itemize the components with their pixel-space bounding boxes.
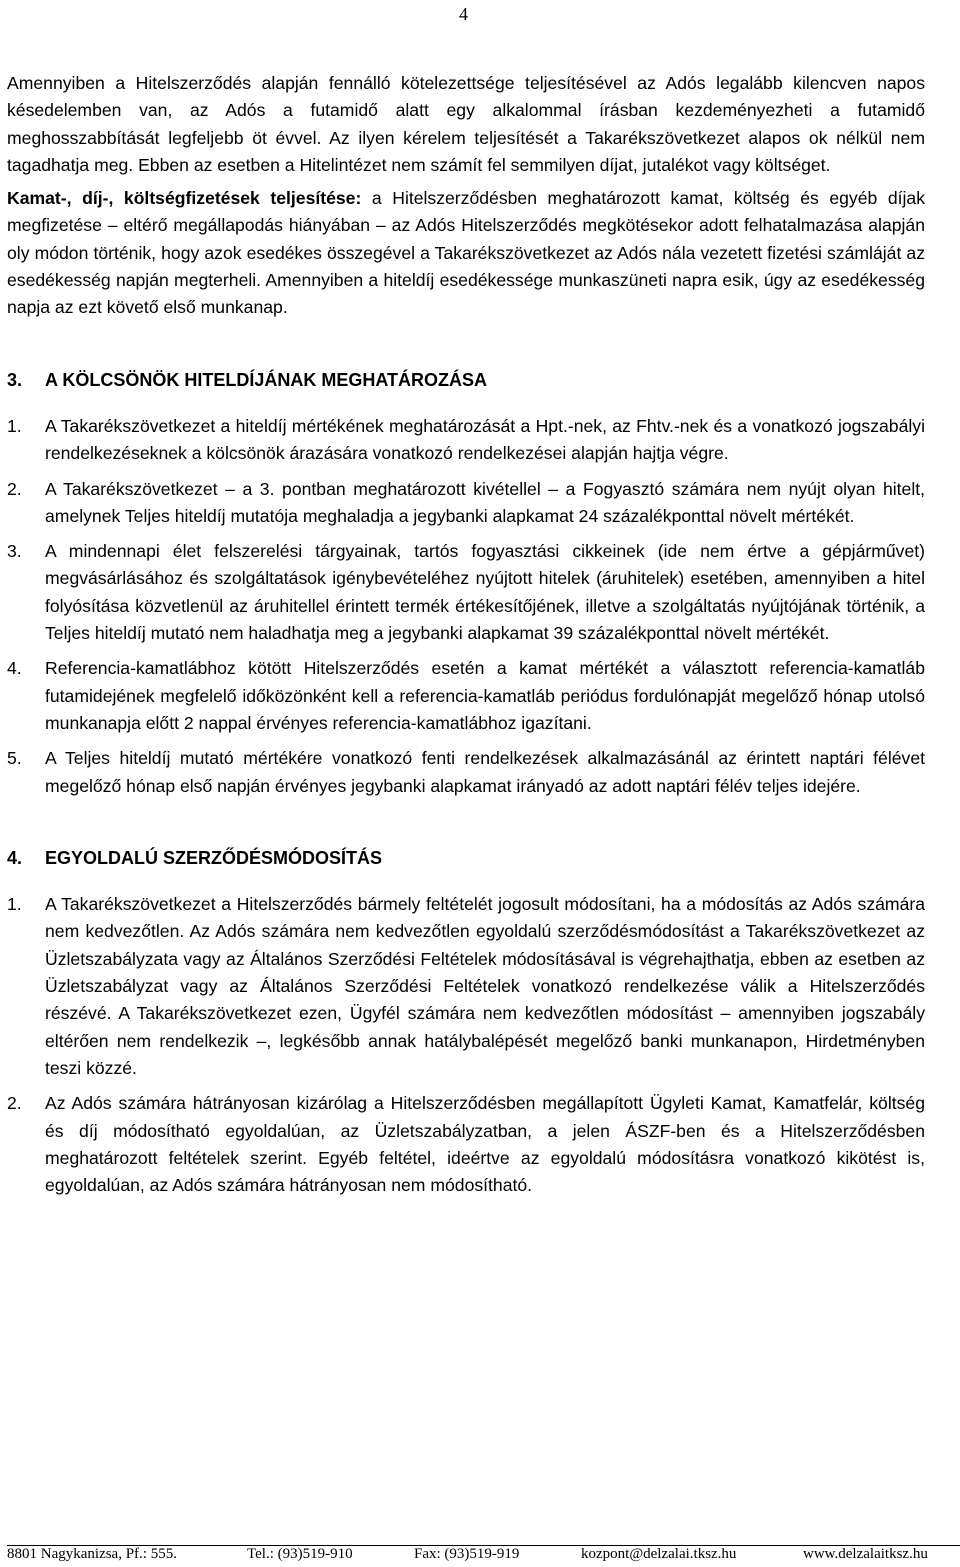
section-3-heading	[7, 367, 925, 394]
document-body	[7, 70, 925, 1199]
list-item	[7, 413, 925, 468]
list-item	[7, 538, 925, 647]
item-number: 3.	[7, 541, 22, 562]
item-number: 5.	[7, 748, 22, 769]
list-item	[7, 655, 925, 737]
item-text: A Takarékszövetkezet a Hitelszerződés bármely feltételét jogosult módosítani, ha a módosítás az Adós számára nem kedvezőtlen. Az Adós számára nem kedvezőtlen egyoldalú szerződésmódosítást a Takarékszövetkezet az Üzletszabályzata vagy az Általános Szerződési Feltételek módosításával is végrehajthatja, ebben az esetben az Üzletszabályzat vagy az Általános Szerződési Feltételek vonatkozó rendelkezése válik a Hitelszerződés részévé. A Takarékszövetkezet ezen, Ügyfél számára nem kedvezőtlen módosítást – amennyiben jogszabály eltérően nem rendelkezik –, legkésőbb annak hatálybalépését megelőző banki munkanapon, Hirdetményben teszi közzé.	[45, 894, 925, 1078]
footer-phone: Tel.: (93)519-910	[247, 1546, 353, 1562]
item-text: Referencia-kamatlábhoz kötött Hitelszerződés esetén a kamat mértékét a választott referencia-kamatláb futamidejének megfelelő időközönként kell a referencia-kamatláb periódus fordulónapját megelőző hónap utolsó munkanapja előtt 2 nappal érvényes referencia-kamatlábhoz igazítani.	[45, 658, 925, 733]
page-number: 4	[459, 4, 468, 24]
item-number: 2.	[7, 1093, 22, 1114]
item-number: 1.	[7, 894, 22, 915]
list-item	[7, 476, 925, 531]
item-text: A Teljes hiteldíj mutató mértékére vonatkozó fenti rendelkezések alkalmazásánál az érintett naptári félévet megelőző hónap első napján érvényes jegybanki alapkamat irányadó az adott naptári félév teljes idejére.	[45, 748, 925, 796]
item-number: 2.	[7, 478, 22, 499]
list-item	[7, 745, 925, 800]
item-number: 4.	[7, 658, 22, 679]
intro-paragraph-1: Amennyiben a Hitelszerződés alapján fennálló kötelezettsége teljesítésével az Adós legalább kilencven napos késedelemben van, az Adós a futamidő alatt egy alkalommal írásban kezdeményezheti a futamidő meghosszabbítását legfeljebb öt évvel. Az ilyen kérelem teljesítését a Takarékszövetkezet alapos ok nélkül nem tagadhatja meg. Ebben az esetben a Hitelintézet nem számít fel semmilyen díjat, jutalékot vagy költséget.	[7, 73, 925, 175]
paragraph-lead: Kamat-, díj-, költségfizetések teljesítése:	[7, 188, 362, 209]
footer-website[interactable]: www.delzalaitksz.hu	[803, 1546, 928, 1562]
section-title: EGYOLDALÚ SZERZŐDÉSMÓDOSÍTÁS	[45, 847, 383, 868]
item-number: 1.	[7, 415, 22, 436]
section-title: A KÖLCSÖNÖK HITELDÍJÁNAK MEGHATÁROZÁSA	[45, 369, 487, 390]
page-footer	[7, 1545, 960, 1562]
footer-fax: Fax: (93)519-919	[414, 1546, 520, 1562]
section-number: 3.	[7, 369, 23, 390]
section-4-heading	[7, 845, 925, 872]
item-text: Az Adós számára hátrányosan kizárólag a Hitelszerződésben megállapított Ügyleti Kamat, Kamatfelár, költség és díj módosítható egyoldalúan, az Üzletszabályzatban, a jelen ÁSZF-ben és a Hitelszerződésben meghatározott feltételek szerint. Egyéb feltétel, ideértve az egyoldalú módosításra vonatkozó kikötést is, egyoldalúan, az Adós számára hátrányosan nem módosítható.	[45, 1093, 925, 1196]
list-item	[7, 1090, 925, 1199]
footer-email[interactable]: kozpont@delzalai.tksz.hu	[581, 1546, 737, 1562]
item-text: A Takarékszövetkezet a hiteldíj mértékének meghatározását a Hpt.-nek, az Fhtv.-nek és a vonatkozó jogszabályi rendelkezéseknek a kölcsönök árazására vonatkozó rendelkezései alapján hajtja végre.	[45, 415, 925, 464]
paragraph-text: a Hitelszerződésben meghatározott kamat, költség és egyéb díjak megfizetése – eltérő megállapodás hiányában – az Adós Hitelszerződés megkötésekor adott felhatalmazása alapján oly módon történik, hogy azok esedékes összegével a Takarékszövetkezet az Adós nála vezetett fizetési számláját az esedékesség napján megterheli. Amennyiben a hiteldíj esedékessége munkaszüneti napra esik, úgy az esedékesség napja az ezt követő első munkanap.	[7, 188, 925, 318]
section-number: 4.	[7, 847, 23, 868]
item-text: A mindennapi élet felszerelési tárgyainak, tartós fogyasztási cikkeinek (ide nem értve a gépjárművet) megvásárlásához és szolgáltatások igénybevételéhez nyújtott hitelek (áruhitelek) esetében, amennyiben a hitel folyósítása közvetlenül az áruhitellel érintett termék értékesítőjének, illetve a szolgáltatás nyújtójának történik, a Teljes hiteldíj mutató nem haladhatja meg a jegybanki alapkamat 39 százalékponttal növelt mértékét.	[45, 541, 925, 644]
footer-address: 8801 Nagykanizsa, Pf.: 555.	[7, 1546, 177, 1562]
intro-paragraph-2	[7, 185, 925, 321]
item-text: A Takarékszövetkezet – a 3. pontban meghatározott kivétellel – a Fogyasztó számára nem nyújt olyan hitelt, amelynek Teljes hiteldíj mutatója meghaladja a jegybanki alapkamat 24 százalékponttal növelt mértékét.	[45, 478, 925, 526]
list-item	[7, 891, 925, 1082]
